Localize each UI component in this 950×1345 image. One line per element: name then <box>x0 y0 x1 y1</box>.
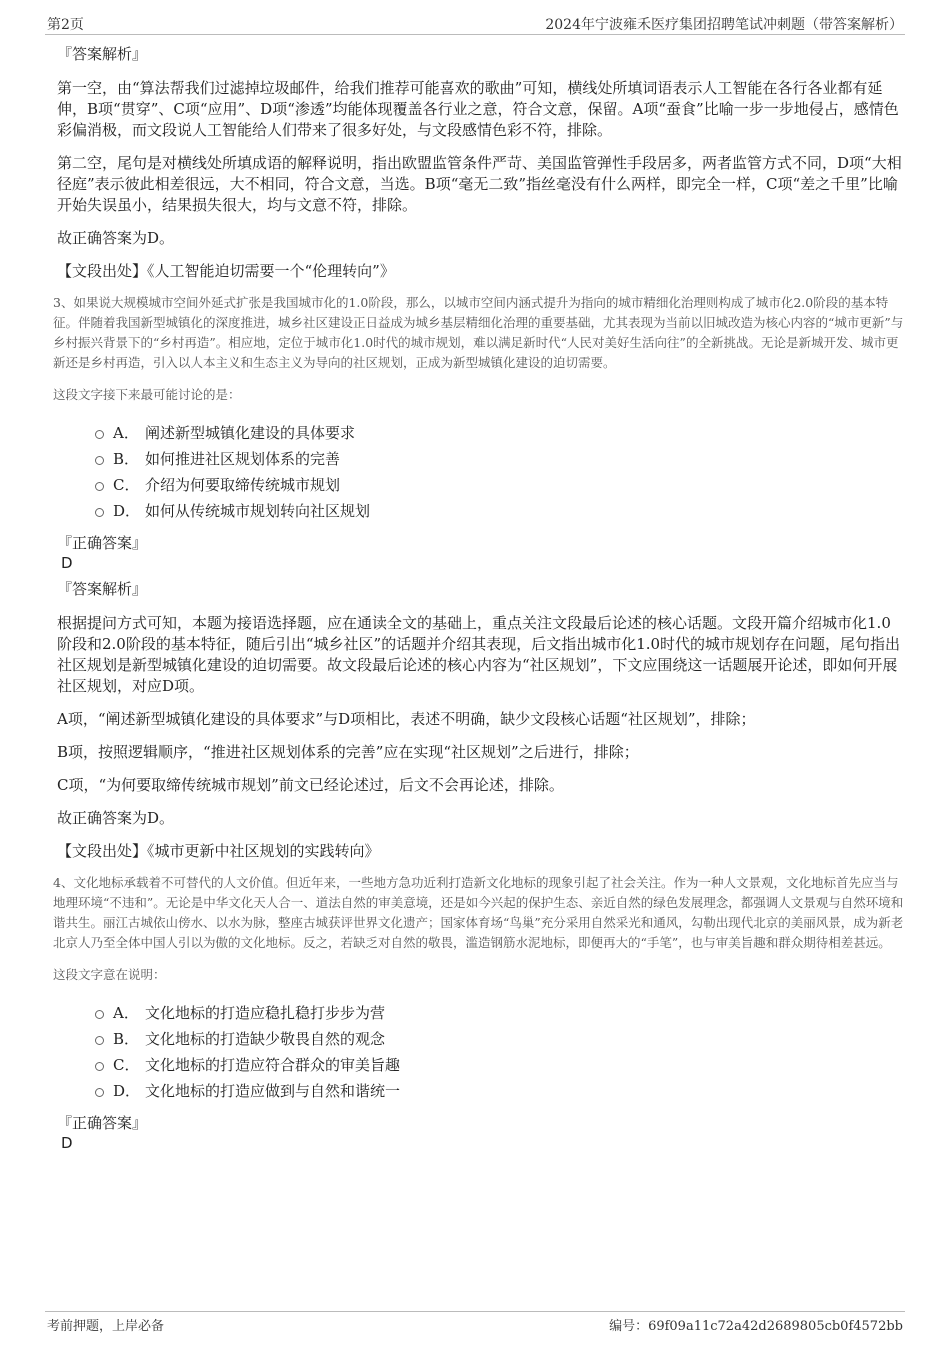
question-text: 4、文化地标承载着不可替代的人文价值。但近年来，一些地方急功近利打造新文化地标的现象引起了社会关注。作为一种人文景观，文化地标首先应当与地理环境“不违和”。无论是中华文化天人合一、道法自然的审美意境，还是如今兴起的保护生态、亲近自然的绿色发展理念，都强调人文景观与自然环境和谐共生。丽江古城依山傍水、以水为脉，整座古城获评世界文化遗产；国家体育场“鸟巢”充分采用自然采光和通风，勾勒出现代北京的美丽风景，成为新老北京人乃至全体中国人引以为傲的文化地标。反之，若缺乏对自然的敬畏，滥造钢筋水泥地标，即便再大的“手笔”，也与审美旨趣和群众期待相差甚远。 <box>53 875 904 950</box>
option-list <box>95 419 905 523</box>
option-letter: B． <box>113 1029 140 1048</box>
option-d[interactable] <box>95 1077 905 1103</box>
radio-button[interactable] <box>95 1036 104 1045</box>
analysis-paragraph: 根据提问方式可知，本题为接语选择题，应在通读全文的基础上，重点关注文段最后论述的核心话题。文段开篇介绍城市化1.0阶段和2.0阶段的基本特征，随后引出“城乡社区”的话题并介绍其表现，后文指出城市化1.0时代的城市规划存在问题，尾句指出社区规划是新型城镇化建设的迫切需要。故文段最后论述的核心内容为“社区规划”，下文应围绕这一话题展开论述，即如何开展社区规划，对应D项。 <box>57 614 901 695</box>
option-text: 介绍为何要取缔传统城市规划 <box>145 475 341 494</box>
answer-label: 『正确答案』 <box>57 534 148 552</box>
question-prompt: 这段文字接下来最可能讨论的是： <box>53 387 241 402</box>
option-d[interactable] <box>95 497 905 523</box>
answer-value: D <box>61 554 73 572</box>
option-letter: A． <box>113 1003 139 1022</box>
option-b[interactable] <box>95 445 905 471</box>
question-prompt: 这段文字意在说明： <box>53 967 166 982</box>
source-citation: 【文段出处】《人工智能迫切需要一个“伦理转向”》 <box>57 262 395 280</box>
analysis-paragraph: C项，“为何要取缔传统城市规划”前文已经论述过，后文不会再论述，排除。 <box>57 776 564 794</box>
analysis-paragraph: 第二空，尾句是对横线处所填成语的解释说明，指出欧盟监管条件严苛、美国监管弹性手段居多，两者监管方式不同，D项“大相径庭”表示彼此相差很远，大不相同，符合文意，当选。B项“毫无二致”指丝毫没有什么两样，即完全一样，C项“差之千里”比喻开始失误虽小，结果损失很大，均与文意不符，排除。 <box>57 154 902 214</box>
source-citation: 【文段出处】《城市更新中社区规划的实践转向》 <box>57 842 380 860</box>
option-text: 文化地标的打造应做到与自然和谐统一 <box>145 1081 401 1100</box>
option-text: 阐述新型城镇化建设的具体要求 <box>145 423 356 442</box>
analysis-label: 『答案解析』 <box>57 45 148 63</box>
option-text: 文化地标的打造应符合群众的审美旨趣 <box>145 1055 401 1074</box>
analysis-paragraph: 故正确答案为D。 <box>57 229 175 247</box>
answer-label: 『正确答案』 <box>57 1114 148 1132</box>
footer-slogan: 考前押题，上岸必备 <box>47 1319 165 1334</box>
option-text: 文化地标的打造缺少敬畏自然的观念 <box>145 1029 386 1048</box>
radio-button[interactable] <box>95 482 104 491</box>
option-text: 如何推进社区规划体系的完善 <box>145 449 341 468</box>
analysis-paragraph: 第一空，由“算法帮我们过滤掉垃圾邮件，给我们推荐可能喜欢的歌曲”可知，横线处所填词语表示人工智能在各行各业都有延伸，B项“贯穿”、C项“应用”、D项“渗透”均能体现覆盖各行业之意，符合文意，保留。A项“蚕食”比喻一步一步地侵占，感情色彩偏消极，而文段说人工智能给人们带来了很多好处，与文段感情色彩不符，排除。 <box>57 79 899 139</box>
option-letter: D． <box>113 501 141 520</box>
analysis-paragraph: B项，按照逻辑顺序，“推进社区规划体系的完善”应在实现“社区规划”之后进行，排除； <box>57 743 639 761</box>
document-title: 2024年宁波雍禾医疗集团招聘笔试冲刺题（带答案解析） <box>545 17 903 33</box>
radio-button[interactable] <box>95 1088 104 1097</box>
option-text: 文化地标的打造应稳扎稳打步步为营 <box>145 1003 386 1022</box>
option-letter: B． <box>113 449 140 468</box>
option-letter: D． <box>113 1081 141 1100</box>
option-c[interactable] <box>95 471 905 497</box>
answer-value: D <box>61 1134 73 1152</box>
radio-button[interactable] <box>95 1010 104 1019</box>
option-text: 如何从传统城市规划转向社区规划 <box>145 501 371 520</box>
document-id: 编号：69f09a11c72a42d2689805cb0f4572bb <box>609 1319 903 1334</box>
option-a[interactable] <box>95 419 905 445</box>
radio-button[interactable] <box>95 456 104 465</box>
option-letter: C． <box>113 475 140 494</box>
radio-button[interactable] <box>95 430 104 439</box>
page-footer <box>45 1311 905 1336</box>
option-letter: A． <box>113 423 139 442</box>
option-b[interactable] <box>95 1025 905 1051</box>
page-content <box>45 44 905 1159</box>
analysis-label: 『答案解析』 <box>57 580 148 598</box>
radio-button[interactable] <box>95 508 104 517</box>
option-list <box>95 999 905 1103</box>
correct-answer <box>57 1113 905 1153</box>
analysis-paragraph: A项，“阐述新型城镇化建设的具体要求”与D项相比，表述不明确，缺少文段核心话题“社区规划”，排除； <box>57 710 756 728</box>
question-text: 3、如果说大规模城市空间外延式扩张是我国城市化的1.0阶段，那么，以城市空间内涵式提升为指向的城市精细化治理则构成了城市化2.0阶段的基本特征。伴随着我国新型城镇化的深度推进，城乡社区建设正日益成为城乡基层精细化治理的重要基础，尤其表现为当前以旧城改造为核心内容的“城市更新”与乡村振兴背景下的“乡村再造”。相应地，定位于城市化1.0时代的城市规划，难以满足新时代“人民对美好生活向往”的全新挑战。无论是新城开发、城市更新还是乡村再造，引入以人本主义和生态主义为导向的社区规划，正成为新型城镇化建设的迫切需要。 <box>53 295 904 370</box>
page-header <box>45 12 905 35</box>
correct-answer <box>57 533 905 573</box>
radio-button[interactable] <box>95 1062 104 1071</box>
option-c[interactable] <box>95 1051 905 1077</box>
analysis-paragraph: 故正确答案为D。 <box>57 809 175 827</box>
page-number: 第2页 <box>47 17 84 33</box>
option-letter: C． <box>113 1055 140 1074</box>
option-a[interactable] <box>95 999 905 1025</box>
